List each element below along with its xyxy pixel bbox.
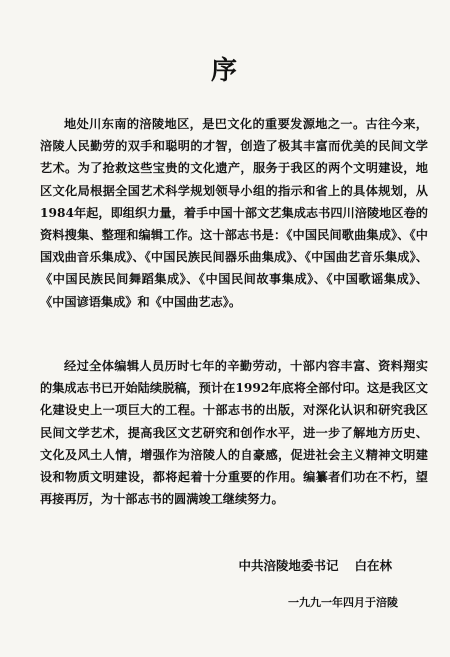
signer-title: 中共涪陵地委书记 xyxy=(238,558,339,573)
page-title: 序 xyxy=(210,56,239,86)
paragraph-2: 经过全体编辑人员历时七年的辛勤劳动，十部内容丰富、资料翔实的集成志书已开始陆续脱稿，预计在1992年底将全部付印。这是我区文化建设史上一项巨大的工程。十部志书的出版，对深化认识和研究我区民间文学艺术，提高我区文艺研究和创作水平，进一步了解地方历史、文化及风土人情，增强作为涪陵人的自豪感，促进社会主义精神文明建设和物质文明建设，都将起着十分重要的作用。编纂者们功在不朽，望再接再厉，为十部志书的圆满竣工继续努力。 xyxy=(40,359,428,507)
paragraph-1: 地处川东南的涪陵地区，是巴文化的重要发源地之一。古往今来，涪陵人民勤劳的双手和聪明的才智，创造了极其丰富而优美的民间文学艺术。为了抢救这些宝贵的文化遗产，服务于我区的两个文明建设，地区文化局根据全国艺术科学规划领导小组的指示和省上的具体规划，从1984年起，即组织力量，着手中国十部文艺集成志书四川涪陵地区卷的资料搜集、整理和编辑工作。这十部志书是：《中国民间歌曲集成》、《中国戏曲音乐集成》、《中国民族民间器乐曲集成》、《中国曲艺音乐集成》、《中国民族民间舞蹈集成》、《中国民间故事集成》、《中国歌谣集成》、《中国谚语集成》和《中国曲艺志》。 xyxy=(40,117,428,309)
signature-line xyxy=(238,556,392,574)
date-line: 一九九一年四月于涪陵 xyxy=(288,596,398,609)
signer-name: 白在林 xyxy=(354,558,392,573)
